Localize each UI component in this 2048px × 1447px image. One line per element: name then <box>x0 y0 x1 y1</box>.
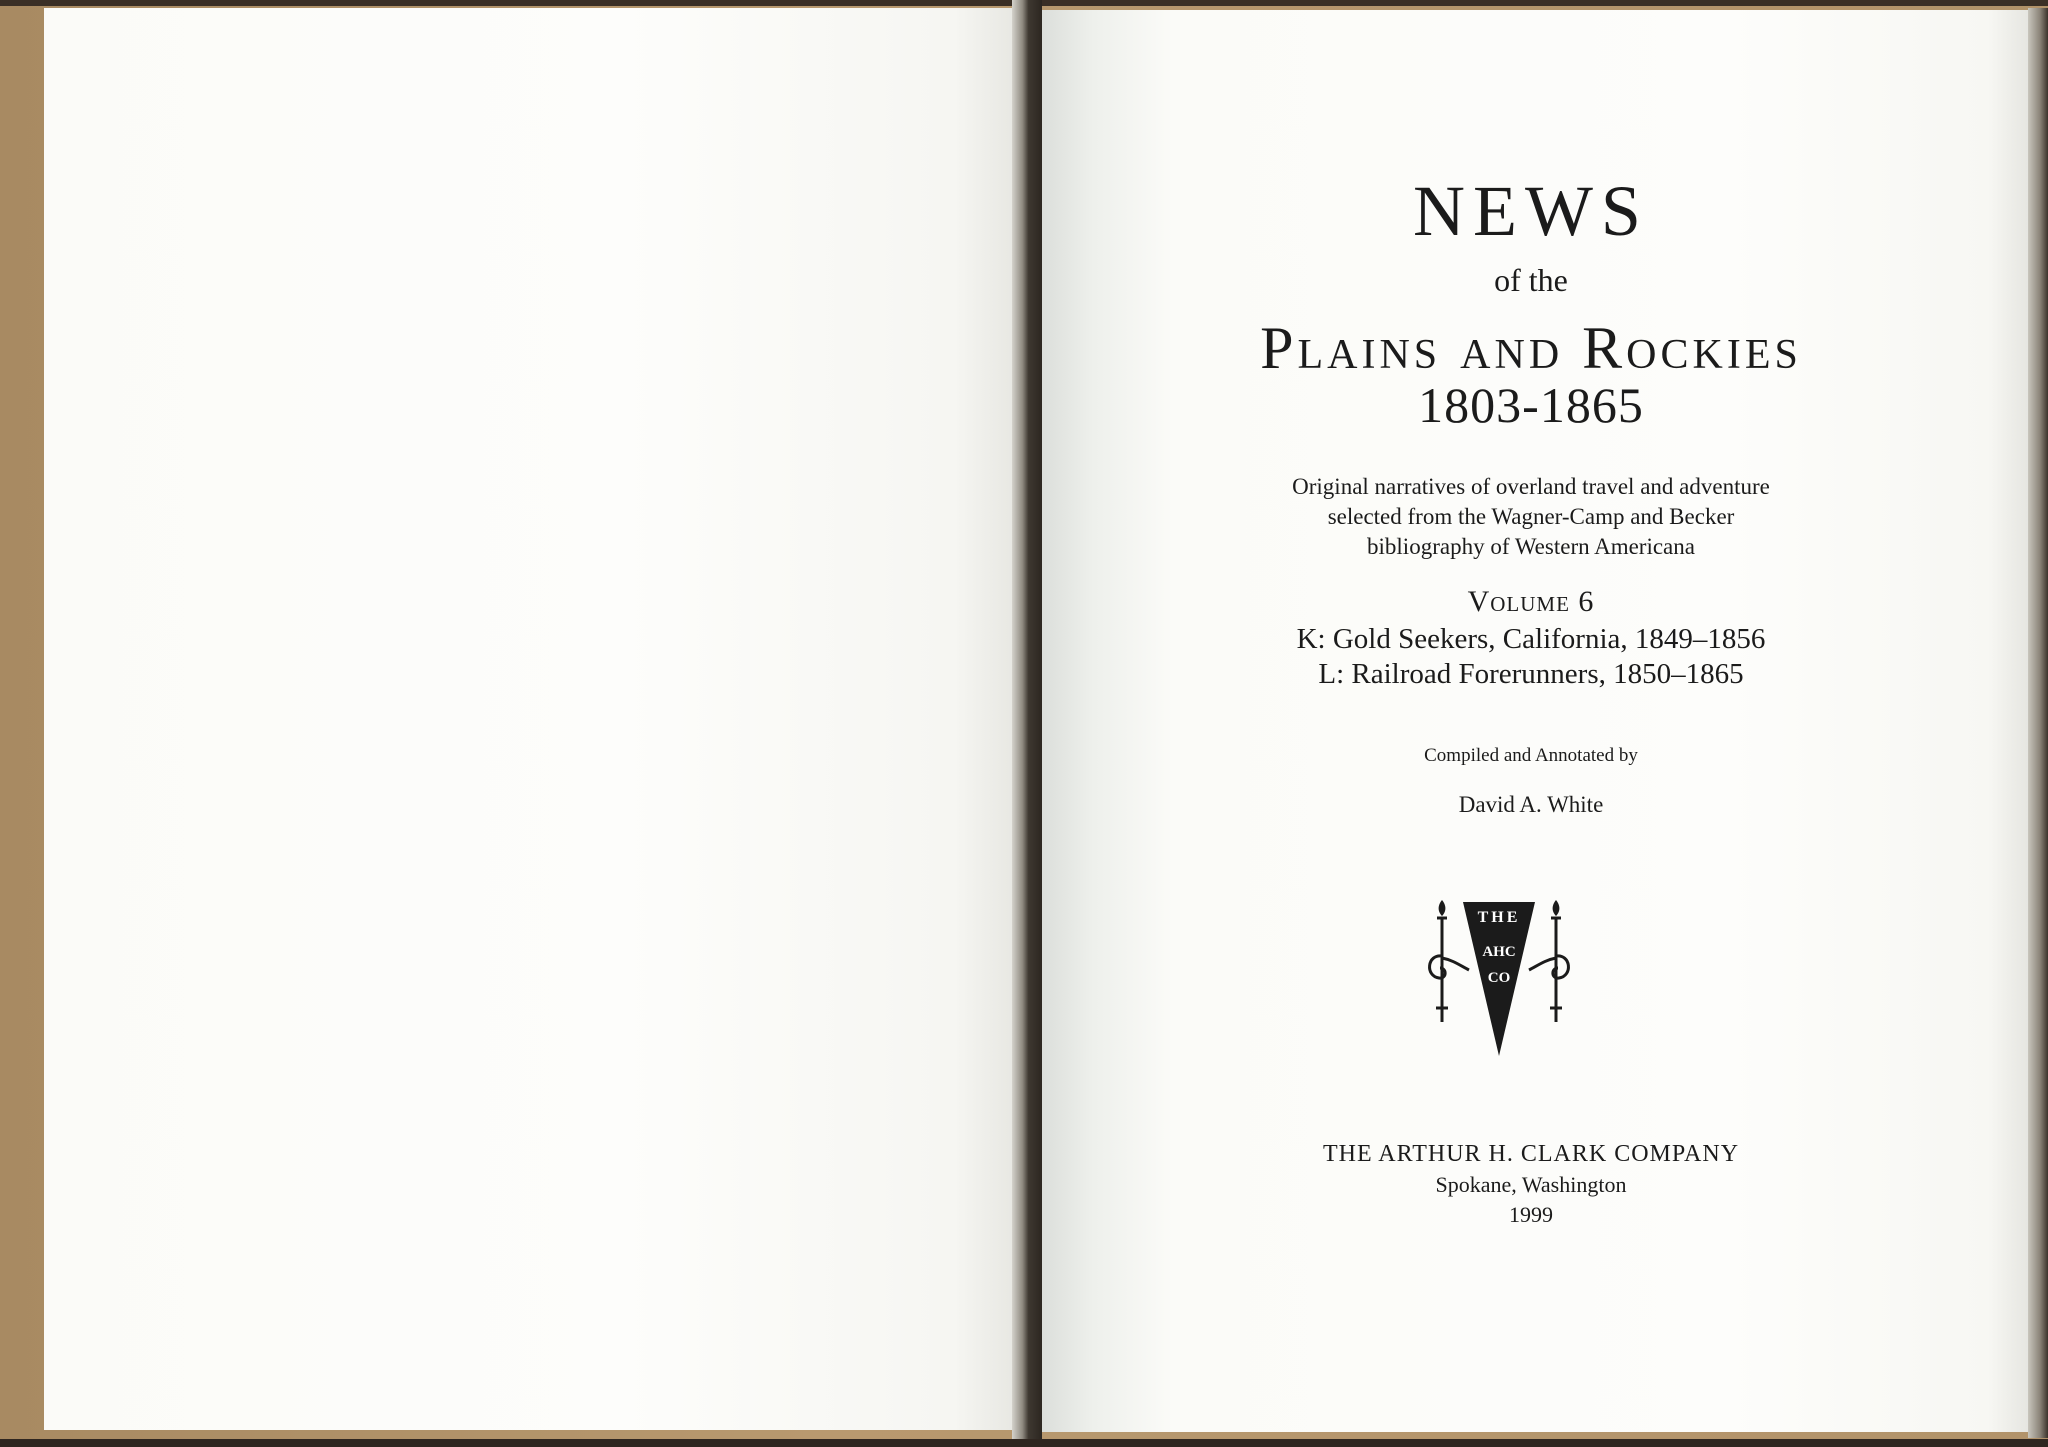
title-years: 1803-1865 <box>1418 377 1644 433</box>
scan-edge-bottom <box>0 1439 2048 1447</box>
title-main: Plains and Rockies <box>1260 315 1802 381</box>
left-page-blank <box>44 8 1012 1430</box>
title-connector: of the <box>1494 262 1568 298</box>
description-line: bibliography of Western Americana <box>1367 534 1695 559</box>
publisher-name: THE ARTHUR H. CLARK COMPANY <box>1322 1141 1740 1167</box>
description-line: Original narratives of overland travel and adventure <box>1292 474 1770 499</box>
logo-bottom-text: CO <box>1487 970 1511 986</box>
author-name: David A. White <box>1458 792 1604 817</box>
publisher-pennant-logo-icon <box>1425 896 1573 1058</box>
part-k: K: Gold Seekers, California, 1849–1856 <box>1296 623 1766 655</box>
publisher-city: Spokane, Washington <box>1435 1172 1627 1197</box>
logo-top-text: THE <box>1477 909 1521 926</box>
title-page <box>1034 10 2028 1432</box>
compiled-by-label: Compiled and Annotated by <box>1424 745 1638 766</box>
description <box>1034 472 2028 562</box>
part-l: L: Railroad Forerunners, 1850–1865 <box>1318 658 1744 690</box>
right-page-edge <box>2028 8 2048 1438</box>
volume-label: Volume 6 <box>1467 585 1595 618</box>
logo-monogram: AHC <box>1482 944 1516 960</box>
publication-year: 1999 <box>1509 1202 1553 1227</box>
title-top: NEWS <box>1413 171 1649 251</box>
description-line: selected from the Wagner-Camp and Becker <box>1327 504 1735 529</box>
